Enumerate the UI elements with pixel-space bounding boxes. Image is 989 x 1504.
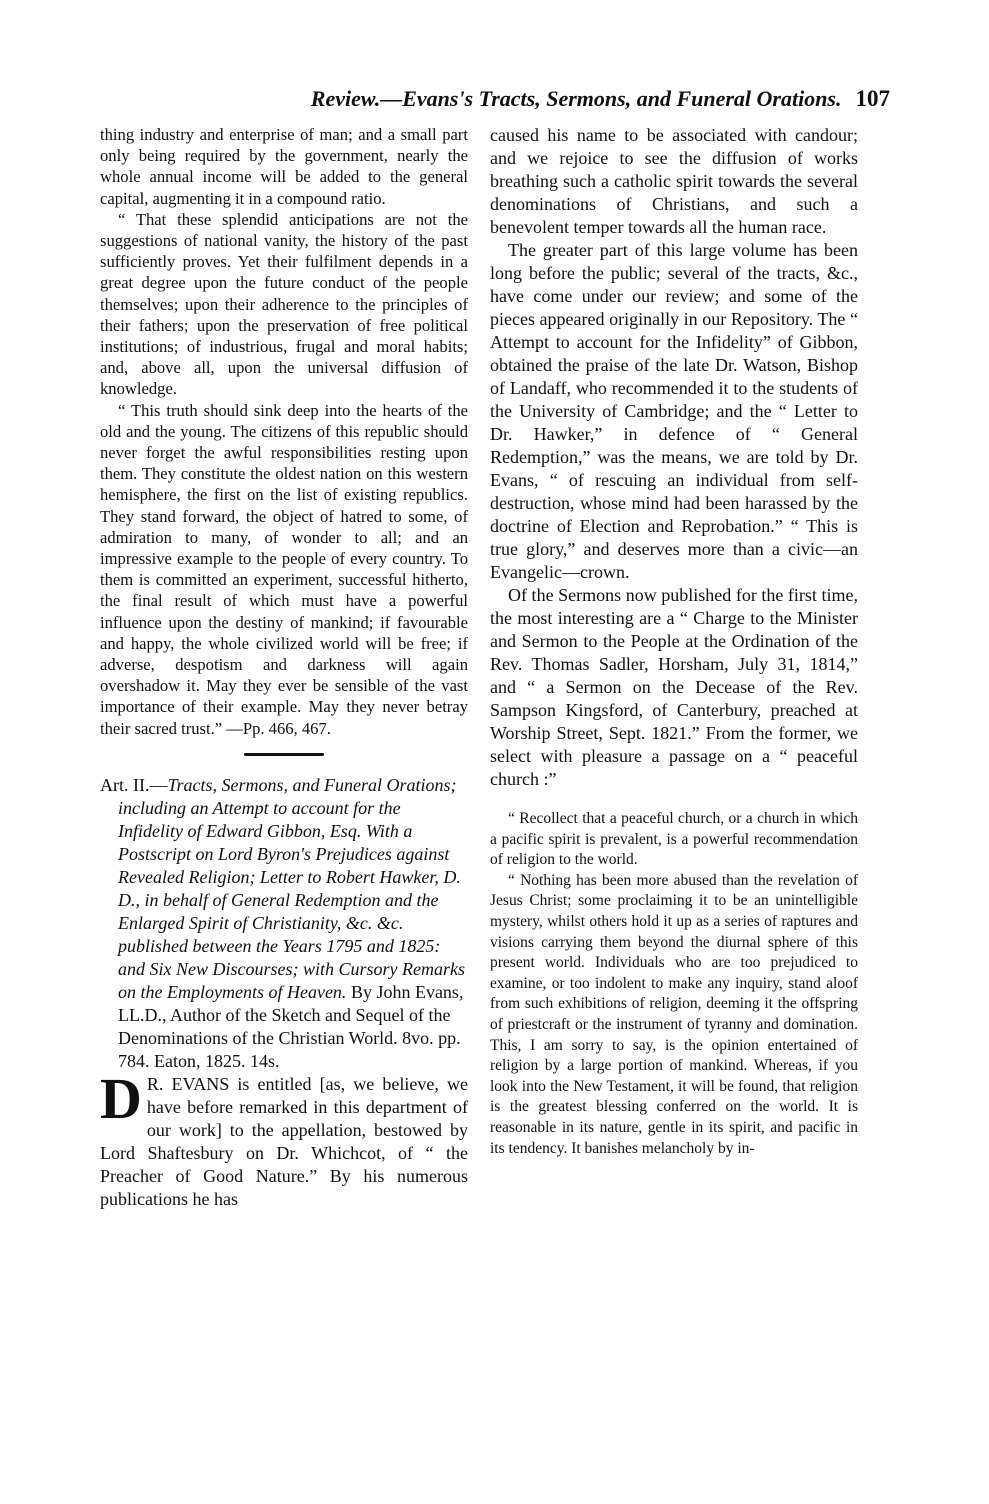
right-paragraph-3: Of the Sermons now published for the first time, the most interesting are a “ Charge to the Minister and Sermon to the People at the Ordination of the Rev. Thomas Sadler, Horsham, July 31, 1814,” and “ a Sermon on the Decease of the Rev. Sampson Kingsford, of Canterbury, preached at Worship Street, Sept. 1821.” From the former, we select with pleasure a passage on a “ peaceful church :” [490,585,858,789]
left-paragraph-1: thing industry and enterprise of man; and a small part only being required by the government, nearly the whole annual income will be added to the general capital, augmenting it in a compound ratio. [100,125,468,208]
left-paragraph-2: “ That these splendid anticipations are not the suggestions of national vanity, the history of the past sufficiently proves. Yet their fulfilment depends in a great degree upon the future conduct of the people themselves; upon their adherence to the principles of their fathers; upon the preservation of free political institutions; of industrious, frugal and moral habits; and, above all, upon the universal diffusion of knowledge. [100,209,468,399]
page-number: 107 [855,86,890,111]
running-header [100,86,890,112]
article-opening-paragraph [100,1065,468,1211]
left-paragraph-3: “ This truth should sink deep into the hearts of the old and the young. The citizens of this republic should never forget the awful responsibilities resting upon them. They constitute the oldest nation on this western hemisphere, the first on the list of existing republics. They stand forward, the object of hatred to some, of admiration to many, of wonder to all; and an impressive example to the people of every country. To them is committed an experiment, successful hitherto, the final result of which must have a powerful influence upon the destiny of mankind; if favourable and happy, the whole civilized world will be free; if adverse, despotism and darkness will again overshadow it. May they ever be sensible of the vast importance of their example. May they never betray their sacred trust.” —Pp. 466, 467. [100,400,468,738]
article-title-italic: Tracts, Sermons, and Funeral Orations; including an Attempt to account for the Infidelity of Edward Gibbon, Esq. With a Postscript on Lord Byron's Prejudices against Revealed Religion; Letter to Robert Hawker, D. D., in behalf of General Redemption and the Enlarged Spirit of Christianity, &c. &c. published between the Years 1795 and 1825: and Six New Discourses; with Cursory Remarks on the Employments of Heaven. [118,774,465,1002]
drop-cap: D [100,1065,142,1131]
article-label: Art. II.— [100,774,168,795]
article-title-roman: By John Evans, LL.D., Author of the Sketch and Sequel of the Denominations of the Christian World. 8vo. pp. 784. Eaton, 1825. 14s. [118,981,464,1071]
block-quotation [490,809,858,1159]
right-column [490,124,858,1159]
quote-paragraph-2: “ Nothing has been more abused than the revelation of Jesus Christ; some proclaiming it to be an unintelligible mystery, whilst others hold it up as a series of raptures and visions carrying them beyond the diurnal sphere of this present world. Individuals who are too prejudiced to examine, or too indolent to make any inquiry, stand aloof from such exhibitions of religion, deeming it the offspring of priestcraft or the instrument of tyranny and domination. This, I am sorry to say, is the opinion entertained of religion by a large portion of mankind. Whereas, if you look into the New Testament, it will be found, that religion is the greatest blessing conferred on the world. It is reasonable in its nature, gentle in its spirit, and pacific in its tendency. It banishes melancholy by in- [490,871,858,1157]
right-paragraph-2: The greater part of this large volume has been long before the public; several of the tracts, &c., have come under our review; and some of the pieces appeared originally in our Repository. The “ Attempt to account for the Infidelity” of Gibbon, obtained the praise of the late Dr. Watson, Bishop of Landaff, who recommended it to the students of the University of Cambridge; and the “ Letter to Dr. Hawker,” in defence of “ General Redemption,” was the means, we are told by Dr. Evans, “ of rescuing an individual from self-destruction, whose mind had been harassed by the doctrine of Election and Reprobation.” “ This is true glory,” and deserves more than a civic—an Evangelic—crown. [490,240,858,582]
left-column [100,124,468,1211]
article-heading [100,774,468,1073]
quote-paragraph-1: “ Recollect that a peaceful church, or a church in which a pacific spirit is prevalent, is a powerful recommendation of religion to the world. [490,810,858,869]
right-paragraph-1: caused his name to be associated with candour; and we rejoice to see the diffusion of works breathing such a catholic spirit towards the several denominations of Christians, and such a benevolent temper towards all the human race. [490,125,858,237]
article-opening-text: R. EVANS is entitled [as, we believe, we have before remarked in this department of our work] to the appellation, bestowed by Lord Shaftesbury on Dr. Whichcot, of “ the Preacher of Good Nature.” By his numerous publications he has [100,1073,468,1209]
header-title: Review.—Evans's Tracts, Sermons, and Funeral Orations. [310,86,842,111]
section-divider [244,753,324,756]
